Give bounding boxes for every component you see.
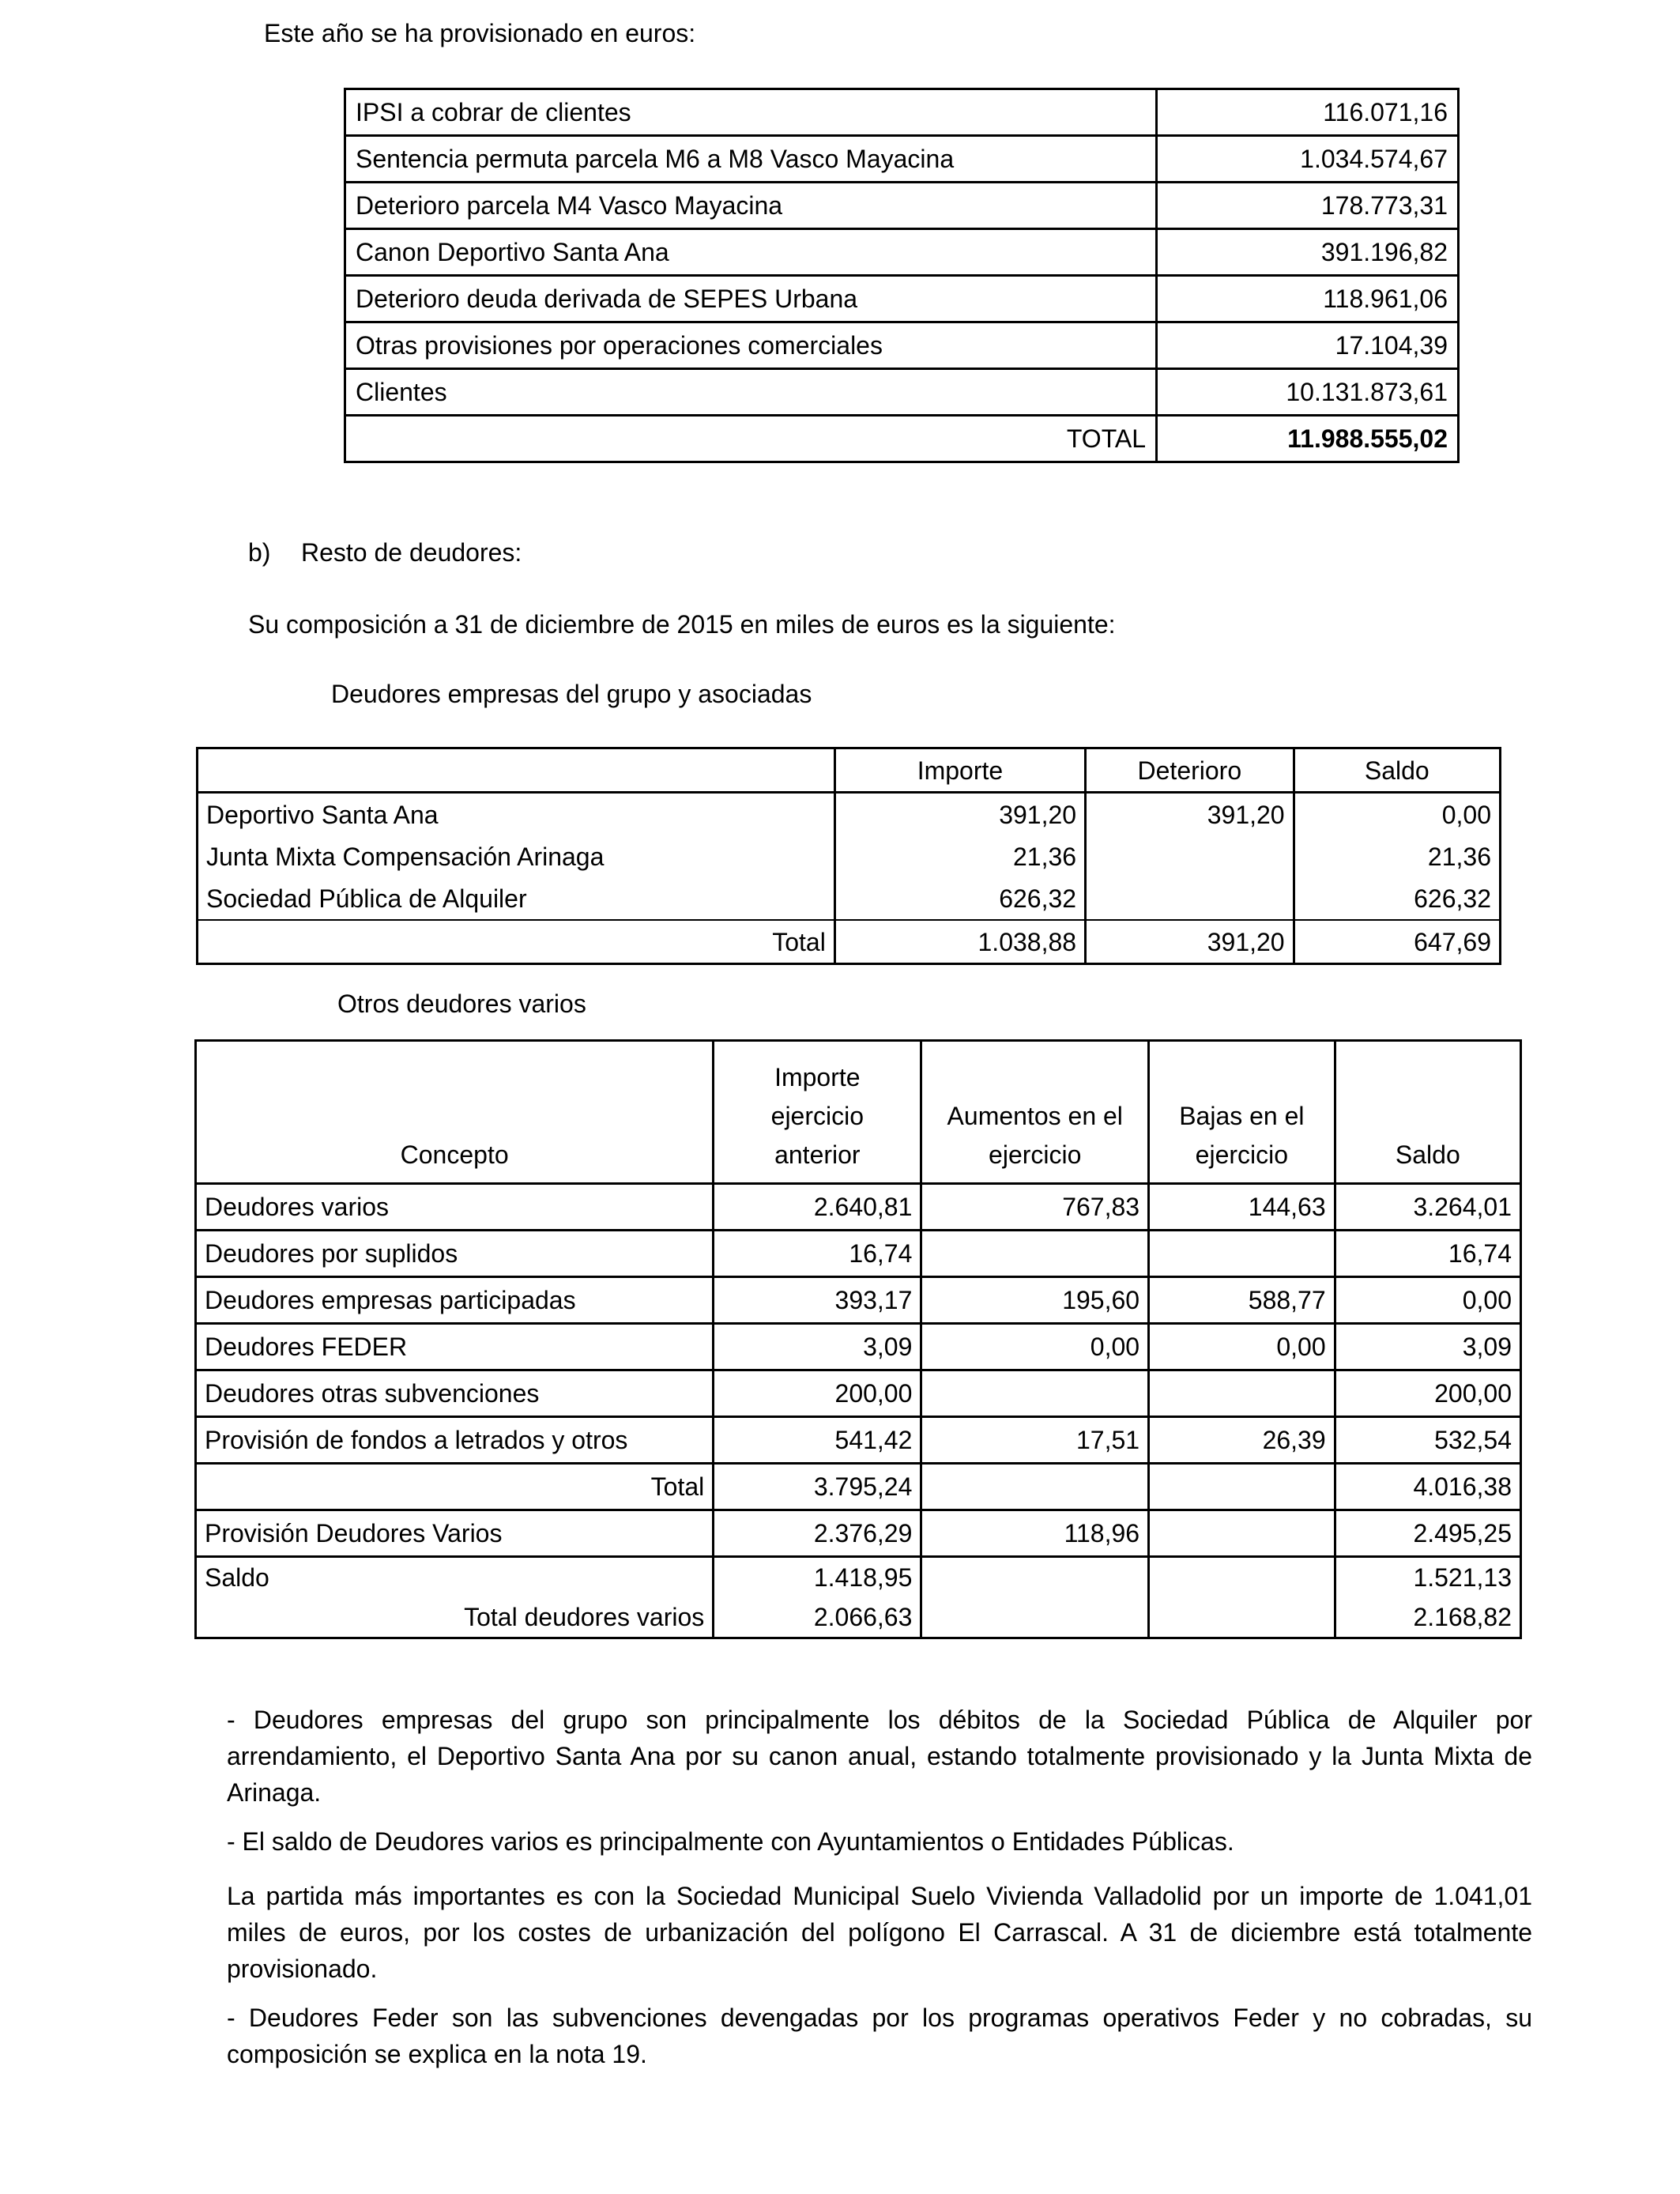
cell: 391,20 bbox=[1086, 920, 1294, 964]
total-value: 11.988.555,02 bbox=[1157, 416, 1459, 462]
table-row bbox=[198, 835, 1501, 877]
header-line: Bajas en el bbox=[1179, 1102, 1305, 1130]
table-header-row bbox=[198, 748, 1501, 793]
cell bbox=[1149, 1597, 1335, 1638]
cell bbox=[1086, 835, 1294, 877]
cell: 21,36 bbox=[834, 835, 1085, 877]
cell: 626,32 bbox=[1294, 877, 1500, 920]
cell: 200,00 bbox=[714, 1370, 921, 1417]
cell: 393,17 bbox=[714, 1277, 921, 1324]
cell: 16,74 bbox=[714, 1231, 921, 1277]
header-line: ejercicio bbox=[989, 1140, 1082, 1169]
cell: 16,74 bbox=[1335, 1231, 1520, 1277]
cell bbox=[921, 1464, 1149, 1510]
cell: 2.376,29 bbox=[714, 1510, 921, 1557]
row-label: Deterioro deuda derivada de SEPES Urbana bbox=[345, 276, 1157, 322]
cell: Sociedad Pública de Alquiler bbox=[206, 884, 527, 913]
cell: Deudores otras subvenciones bbox=[196, 1370, 714, 1417]
cell: 144,63 bbox=[1149, 1184, 1335, 1231]
table-row bbox=[345, 322, 1459, 369]
row-value: 17.104,39 bbox=[1157, 322, 1459, 369]
cell: Deportivo Santa Ana bbox=[206, 800, 439, 829]
cell bbox=[1149, 1557, 1335, 1598]
note-paragraph: - El saldo de Deudores varios es principalmente con Ayuntamientos o Entidades Públicas. bbox=[227, 1827, 1234, 1856]
table-row bbox=[196, 1417, 1521, 1464]
cell: 0,00 bbox=[1149, 1324, 1335, 1370]
row-value: 178.773,31 bbox=[1157, 183, 1459, 229]
table-row bbox=[198, 877, 1501, 920]
cell: 0,00 bbox=[1294, 793, 1500, 836]
cell: 200,00 bbox=[1335, 1370, 1520, 1417]
cell: Deudores varios bbox=[196, 1184, 714, 1231]
header-cell bbox=[196, 1041, 714, 1184]
table-row bbox=[196, 1231, 1521, 1277]
cell: 1.038,88 bbox=[834, 920, 1085, 964]
cell bbox=[921, 1597, 1149, 1638]
cell: 767,83 bbox=[921, 1184, 1149, 1231]
section-b-marker: b) bbox=[248, 538, 271, 567]
cell: 532,54 bbox=[1335, 1417, 1520, 1464]
cell: 0,00 bbox=[1335, 1277, 1520, 1324]
group-table-caption: Deudores empresas del grupo y asociadas bbox=[331, 680, 812, 708]
table-row bbox=[196, 1557, 1521, 1598]
cell: Saldo bbox=[196, 1557, 714, 1598]
cell: 3.264,01 bbox=[1335, 1184, 1520, 1231]
other-debtors-table bbox=[194, 1039, 1522, 1639]
cell: 2.495,25 bbox=[1335, 1510, 1520, 1557]
cell: 588,77 bbox=[1149, 1277, 1335, 1324]
cell: 195,60 bbox=[921, 1277, 1149, 1324]
table-row bbox=[345, 369, 1459, 416]
cell: Total bbox=[198, 920, 835, 964]
header-cell: Importe bbox=[834, 748, 1085, 793]
header-line: ejercicio bbox=[770, 1102, 864, 1130]
cell: 1.521,13 bbox=[1335, 1557, 1520, 1598]
table-row bbox=[196, 1184, 1521, 1231]
table-row bbox=[345, 136, 1459, 183]
cell: Total deudores varios bbox=[196, 1597, 714, 1638]
note-paragraph: - Deudores Feder son las subvenciones devengadas por los programas operativos Feder y no cobradas, su composición se explica en la nota 19. bbox=[227, 2004, 1532, 2068]
header-line: Concepto bbox=[400, 1140, 509, 1169]
row-value: 391.196,82 bbox=[1157, 229, 1459, 276]
cell: 541,42 bbox=[714, 1417, 921, 1464]
header-line: Saldo bbox=[1395, 1140, 1460, 1169]
header-cell: Saldo bbox=[1294, 748, 1500, 793]
row-value: 116.071,16 bbox=[1157, 89, 1459, 136]
header-line: Aumentos en el bbox=[947, 1102, 1123, 1130]
cell: Provisión Deudores Varios bbox=[196, 1510, 714, 1557]
table-header-row bbox=[196, 1041, 1521, 1184]
table-row bbox=[345, 229, 1459, 276]
header-cell bbox=[1149, 1041, 1335, 1184]
table-row bbox=[196, 1510, 1521, 1557]
cell: 391,20 bbox=[834, 793, 1085, 836]
table-row bbox=[345, 276, 1459, 322]
cell: Junta Mixta Compensación Arinaga bbox=[206, 842, 605, 871]
cell: 4.016,38 bbox=[1335, 1464, 1520, 1510]
row-label: IPSI a cobrar de clientes bbox=[345, 89, 1157, 136]
row-label: Otras provisiones por operaciones comerciales bbox=[345, 322, 1157, 369]
cell bbox=[1086, 877, 1294, 920]
cell: 626,32 bbox=[834, 877, 1085, 920]
table-row bbox=[196, 1324, 1521, 1370]
cell: 3.795,24 bbox=[714, 1464, 921, 1510]
cell: Total bbox=[196, 1464, 714, 1510]
section-b-title: Resto de deudores: bbox=[301, 538, 522, 567]
cell: 1.418,95 bbox=[714, 1557, 921, 1598]
header-cell: Deterioro bbox=[1086, 748, 1294, 793]
cell: 3,09 bbox=[714, 1324, 921, 1370]
cell bbox=[1149, 1464, 1335, 1510]
total-row bbox=[196, 1597, 1521, 1638]
header-cell bbox=[1335, 1041, 1520, 1184]
total-row bbox=[198, 920, 1501, 964]
row-label: Canon Deportivo Santa Ana bbox=[345, 229, 1157, 276]
cell bbox=[1149, 1231, 1335, 1277]
other-table-caption: Otros deudores varios bbox=[337, 990, 586, 1018]
cell bbox=[1149, 1370, 1335, 1417]
cell: 3,09 bbox=[1335, 1324, 1520, 1370]
row-label: Deterioro parcela M4 Vasco Mayacina bbox=[345, 183, 1157, 229]
cell: 17,51 bbox=[921, 1417, 1149, 1464]
note-paragraph: La partida más importantes es con la Sociedad Municipal Suelo Vivienda Valladolid por un importe de 1.041,01 miles de euros, por los costes de urbanización del polígono El Carrascal. A 31 de diciembre está totalmente provisionado. bbox=[227, 1882, 1532, 1983]
table-row bbox=[345, 89, 1459, 136]
cell: Provisión de fondos a letrados y otros bbox=[196, 1417, 714, 1464]
cell: 26,39 bbox=[1149, 1417, 1335, 1464]
total-row bbox=[345, 416, 1459, 462]
group-debtors-table bbox=[196, 747, 1501, 965]
total-label: TOTAL bbox=[345, 416, 1157, 462]
cell: Deudores FEDER bbox=[196, 1324, 714, 1370]
header-line: anterior bbox=[774, 1140, 861, 1169]
row-label: Clientes bbox=[345, 369, 1157, 416]
composition-text: Su composición a 31 de diciembre de 2015 en miles de euros es la siguiente: bbox=[248, 610, 1116, 639]
intro-text: Este año se ha provisionado en euros: bbox=[264, 19, 696, 47]
cell: 118,96 bbox=[921, 1510, 1149, 1557]
note-paragraph: - Deudores empresas del grupo son principalmente los débitos de la Sociedad Pública de Alquiler por arrendamiento, el Deportivo Santa Ana por su canon anual, estando totalmente provisionado y la Junta Mixta de Arinaga. bbox=[227, 1706, 1532, 1807]
cell bbox=[921, 1231, 1149, 1277]
cell bbox=[1149, 1510, 1335, 1557]
table-row bbox=[345, 183, 1459, 229]
cell: 0,00 bbox=[921, 1324, 1149, 1370]
table-row bbox=[198, 793, 1501, 836]
header-line: ejercicio bbox=[1195, 1140, 1289, 1169]
cell: 391,20 bbox=[1086, 793, 1294, 836]
row-value: 1.034.574,67 bbox=[1157, 136, 1459, 183]
provisions-table bbox=[344, 88, 1460, 463]
row-value: 10.131.873,61 bbox=[1157, 369, 1459, 416]
table-row bbox=[196, 1370, 1521, 1417]
cell: Deudores por suplidos bbox=[196, 1231, 714, 1277]
cell: 647,69 bbox=[1294, 920, 1500, 964]
cell: 2.066,63 bbox=[714, 1597, 921, 1638]
row-label: Sentencia permuta parcela M6 a M8 Vasco Mayacina bbox=[345, 136, 1157, 183]
cell: 2.168,82 bbox=[1335, 1597, 1520, 1638]
total-row bbox=[196, 1464, 1521, 1510]
cell: 21,36 bbox=[1294, 835, 1500, 877]
header-cell bbox=[714, 1041, 921, 1184]
header-cell bbox=[921, 1041, 1149, 1184]
header-line: Importe bbox=[774, 1063, 861, 1091]
cell bbox=[921, 1370, 1149, 1417]
table-row bbox=[196, 1277, 1521, 1324]
header-cell bbox=[198, 748, 835, 793]
cell: 2.640,81 bbox=[714, 1184, 921, 1231]
cell: Deudores empresas participadas bbox=[196, 1277, 714, 1324]
cell bbox=[921, 1557, 1149, 1598]
row-value: 118.961,06 bbox=[1157, 276, 1459, 322]
